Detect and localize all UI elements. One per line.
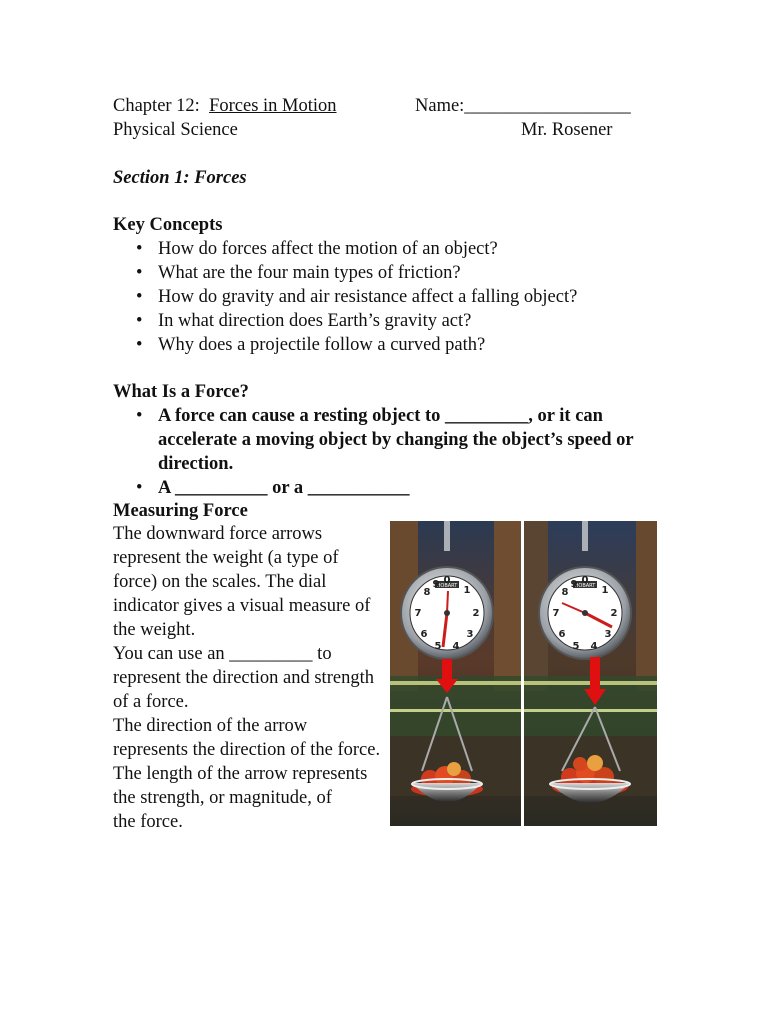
- subject-label: Physical Science: [113, 120, 238, 140]
- chapter-prefix: Chapter 12:: [113, 96, 210, 116]
- svg-text:8: 8: [561, 587, 569, 598]
- svg-text:3: 3: [466, 629, 474, 640]
- paragraph: The downward force arrows represent the weight (a type of force) on the scales. The dial indicator gives a visual measure of the weight.: [113, 524, 371, 640]
- svg-text:0: 0: [581, 575, 589, 586]
- paragraph: You can use an _________ to represent the direction and strength of a force.: [113, 644, 374, 712]
- list-item: • In what direction does Earth’s gravity act?: [130, 309, 577, 333]
- teacher-name: Mr. Rosener: [521, 120, 613, 140]
- measuring-force-text: [113, 522, 383, 834]
- paragraph: The length of the arrow represents the strength, or magnitude, of: [113, 764, 368, 808]
- list-item: • A __________ or a ___________: [130, 476, 670, 500]
- scales-photo: [390, 521, 657, 826]
- list-item: • What are the four main types of friction?: [130, 261, 577, 285]
- svg-text:6: 6: [558, 629, 566, 640]
- list-item: • Why does a projectile follow a curved path?: [130, 333, 577, 357]
- svg-text:4: 4: [590, 641, 598, 652]
- scale-brand-right: HOBART: [574, 583, 596, 589]
- svg-text:4: 4: [452, 641, 460, 652]
- list-item: • How do gravity and air resistance affect a falling object?: [130, 285, 577, 309]
- svg-text:7: 7: [414, 608, 422, 619]
- what-is-force-list: [130, 404, 670, 500]
- svg-text:9: 9: [570, 579, 578, 590]
- svg-text:7: 7: [552, 608, 560, 619]
- section-title: Section 1: Forces: [113, 168, 247, 188]
- chapter-title: Forces in Motion: [209, 96, 337, 116]
- list-item: • A force can cause a resting object to _________, or it can accelerate a moving object by changing the object’s speed or direction.: [130, 404, 670, 476]
- svg-text:1: 1: [601, 585, 609, 596]
- right-scale-panel: [524, 521, 657, 826]
- paragraph: the force.: [113, 812, 183, 832]
- svg-text:9: 9: [432, 579, 440, 590]
- key-concepts-list: [130, 237, 577, 357]
- svg-text:1: 1: [463, 585, 471, 596]
- what-is-force-heading: What Is a Force?: [113, 382, 249, 402]
- name-field-label: Name:__________________: [415, 96, 631, 116]
- svg-text:2: 2: [472, 608, 480, 619]
- svg-text:5: 5: [572, 641, 580, 652]
- svg-text:8: 8: [423, 587, 431, 598]
- paragraph: The direction of the arrow represents the direction of the force.: [113, 716, 381, 760]
- svg-text:6: 6: [420, 629, 428, 640]
- svg-text:2: 2: [610, 608, 618, 619]
- measuring-force-heading: Measuring Force: [113, 501, 248, 521]
- svg-text:5: 5: [434, 641, 442, 652]
- key-concepts-heading: Key Concepts: [113, 215, 223, 235]
- list-item: • How do forces affect the motion of an object?: [130, 237, 577, 261]
- svg-text:0: 0: [443, 575, 451, 586]
- scale-brand-left: HOBART: [436, 583, 458, 589]
- left-scale-panel: [390, 521, 521, 826]
- chapter-line: [113, 94, 337, 118]
- svg-text:3: 3: [604, 629, 612, 640]
